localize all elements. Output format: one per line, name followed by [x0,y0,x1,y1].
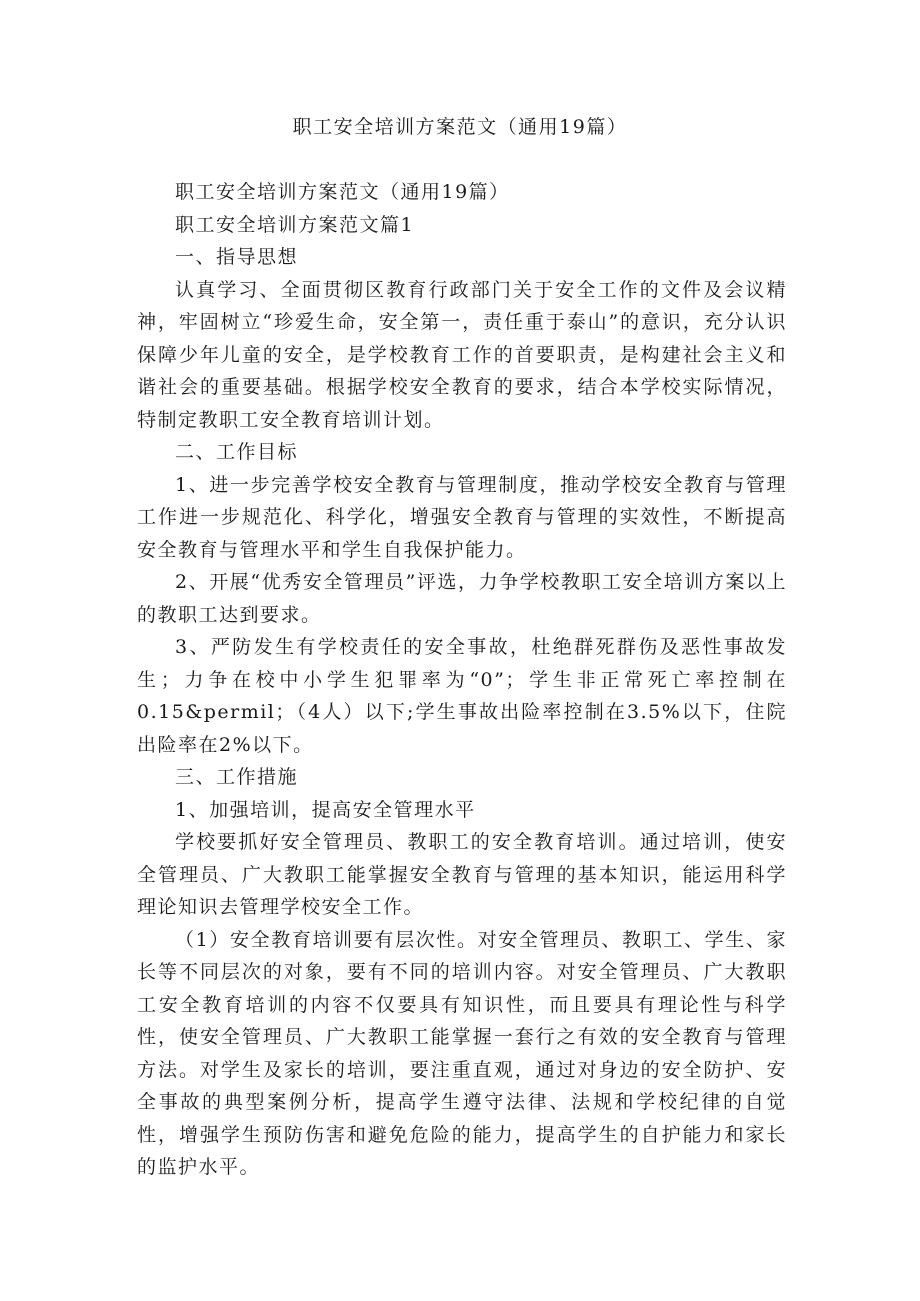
paragraph-goal-2: 2、开展“优秀安全管理员”评选，力争学校教职工安全培训方案以上的教职工达到要求。 [137,571,787,626]
subtitle-paragraph: 职工安全培训方案范文（通用19篇） [175,181,510,203]
document-title: 职工安全培训方案范文（通用19篇） [292,116,628,138]
paragraph-training-levels: （1）安全教育培训要有层次性。对安全管理员、教职工、学生、家长等不同层次的对象，要有不同的培训内容。对安全管理员、广大教职工安全教育培训的内容不仅要具有知识性，而且要具有理论性与科学性，使安全管理员、广大教职工能掌握一套行之有效的安全教育与管理方法。对学生及家长的培训，要注重直观，通过对身边的安全防护、安全事故的典型案例分析，提高学生遵守法律、法规和学校纪律的自觉性，增强学生预防伤害和避免危险的能力，提高学生的自护能力和家长的监护水平。 [137,928,787,1178]
section-heading-article-1: 职工安全培训方案范文篇1 [175,213,415,236]
document-body [137,176,787,1184]
paragraph-goal-1: 1、进一步完善学校安全教育与管理制度，推动学校安全教育与管理工作进一步规范化、科学化，增强安全教育与管理的实效性，不断提高安全教育与管理水平和学生自我保护能力。 [137,473,787,561]
subheading-training: 1、加强培训，提高安全管理水平 [175,798,476,821]
heading-work-goals: 二、工作目标 [175,441,299,463]
heading-guiding-ideology: 一、指导思想 [175,246,299,268]
heading-work-measures: 三、工作措施 [175,766,299,788]
paragraph-guiding-ideology: 认真学习、全面贯彻区教育行政部门关于安全工作的文件及会议精神，牢固树立“珍爱生命，安全第一，责任重于泰山”的意识，充分认识保障少年儿童的安全，是学校教育工作的首要职责，是构建社会主义和谐社会的重要基础。根据学校安全教育的要求，结合本学校实际情况，特制定教职工安全教育培训计划。 [137,278,787,431]
paragraph-goal-3: 3、严防发生有学校责任的安全事故，杜绝群死群伤及恶性事故发生；力争在校中小学生犯罪率为“0”；学生非正常死亡率控制在0.15&permil；（4人）以下;学生事故出险率控制在3.5%以下，住院出险率在2%以下。 [137,636,787,756]
paragraph-training: 学校要抓好安全管理员、教职工的安全教育培训。通过培训，使安全管理员、广大教职工能掌握安全教育与管理的基本知识，能运用科学理论知识去管理学校安全工作。 [137,831,787,918]
